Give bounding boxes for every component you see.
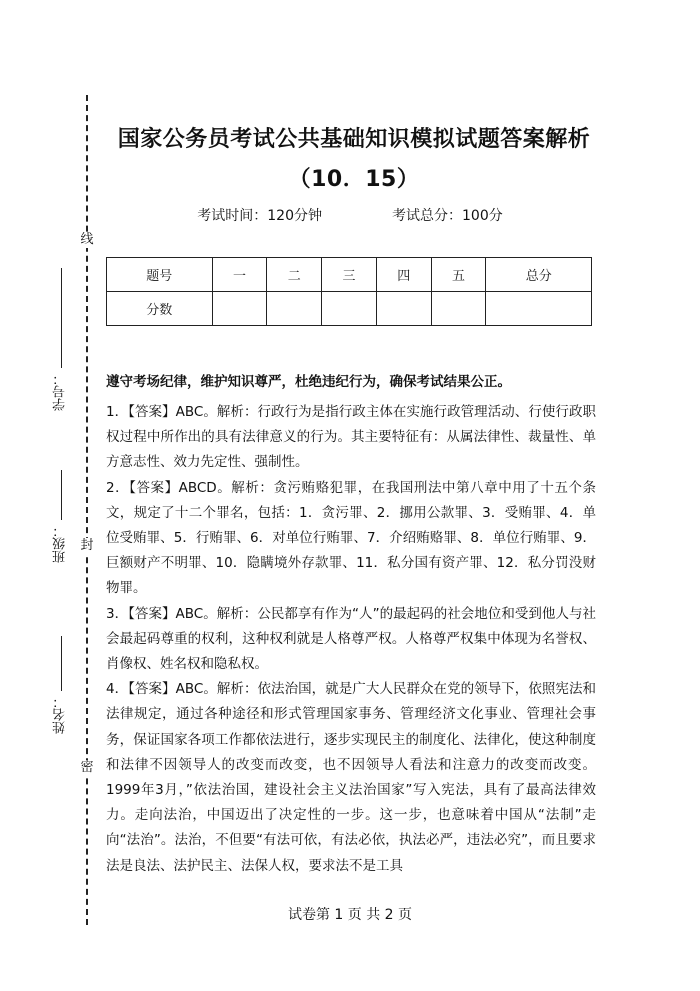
student-id-underline [61,268,62,368]
score-cell[interactable] [322,292,377,326]
student-id-label: 学号： [53,372,68,411]
exam-meta [0,205,700,225]
header-cell-question: 题号 [107,258,213,292]
name-label: 姓名： [53,695,68,734]
class-underline [61,470,62,520]
score-table-header-row [107,258,592,292]
score-cell[interactable] [431,292,486,326]
score-table-score-row [107,292,592,326]
class-label: 班级： [53,524,68,563]
header-cell-2: 二 [267,258,322,292]
score-row-label: 分数 [107,292,213,326]
seal-mark-feng: 封 [78,538,96,554]
answer-item-4: 4．【答案】ABC。解析：依法治国，就是广大人民群众在党的领导下，依照宪法和法律规定，通过各种途径和形式管理国家事务、管理经济文化事业、管理社会事务，保证国家各项工作都依法进行，逐步实现民主的制度化、法律化，使这种制度和法律不因领导人的改变而改变，也不因领导人看法和注意力的改变而改变。1999年3月，”依法治国，建设社会主义法治国家”写入宪法，具有了最高法律效力。走向法治，中国迈出了决定性的一步。这一步，也意味着中国从“法制”走向“法治”。法治，不但要“有法可依，有法必依，执法必严，违法必究”，而且要求法是良法、法护民主、法保人权，要求法不是工具 [106,681,596,874]
page-footer: 试卷第 1 页 共 2 页 [287,907,413,923]
score-cell[interactable] [376,292,431,326]
header-cell-5: 五 [431,258,486,292]
score-cell[interactable] [212,292,267,326]
header-cell-4: 四 [376,258,431,292]
seal-mark-mi: 密 [78,760,96,776]
exam-notice: 遵守考场纪律，维护知识尊严，杜绝违纪行为，确保考试结果公正。 [106,374,511,390]
score-table [106,257,592,326]
exam-total-score: 考试总分：100分 [392,208,503,224]
exam-time: 考试时间：120分钟 [197,208,322,224]
score-cell-total[interactable] [486,292,592,326]
answer-item-2: 2．【答案】ABCD。解析：贪污贿赂犯罪，在我国刑法中第八章中用了十五个条文，规定了十二个罪名，包括：1．贪污罪、2．挪用公款罪、3．受贿罪、4．单位受贿罪、5．行贿罪、6．对单位行贿罪、7．介绍贿赂罪、8．单位行贿罪、9．巨额财产不明罪、10．隐瞒境外存款罪、11．私分国有资产罪、12．私分罚没财物罪。 [106,479,596,597]
header-cell-3: 三 [322,258,377,292]
answer-item-3: 3．【答案】ABC。解析：公民都享有作为“人”的最起码的社会地位和受到他人与社会最起码尊重的权利，这种权利就是人格尊严权。人格尊严权集中体现为名誉权、肖像权、姓名权和隐私权。 [106,605,596,673]
name-underline [61,636,62,691]
seal-mark-xian: 线 [78,232,96,248]
name-field [50,636,72,738]
class-field [50,470,72,567]
header-cell-1: 一 [212,258,267,292]
header-cell-total: 总分 [486,258,592,292]
score-cell[interactable] [267,292,322,326]
answer-item-1: 1．【答案】ABC。解析：行政行为是指行政主体在实施行政管理活动、行使行政职权过程中所作出的具有法律意义的行为。其主要特征有：从属法律性、裁量性、单方意志性、效力先定性、强制性。 [106,404,596,471]
answer-list [106,400,596,879]
student-id-field [50,268,72,415]
page-title: 国家公务员考试公共基础知识模拟试题答案解析（10．15） [117,127,591,192]
